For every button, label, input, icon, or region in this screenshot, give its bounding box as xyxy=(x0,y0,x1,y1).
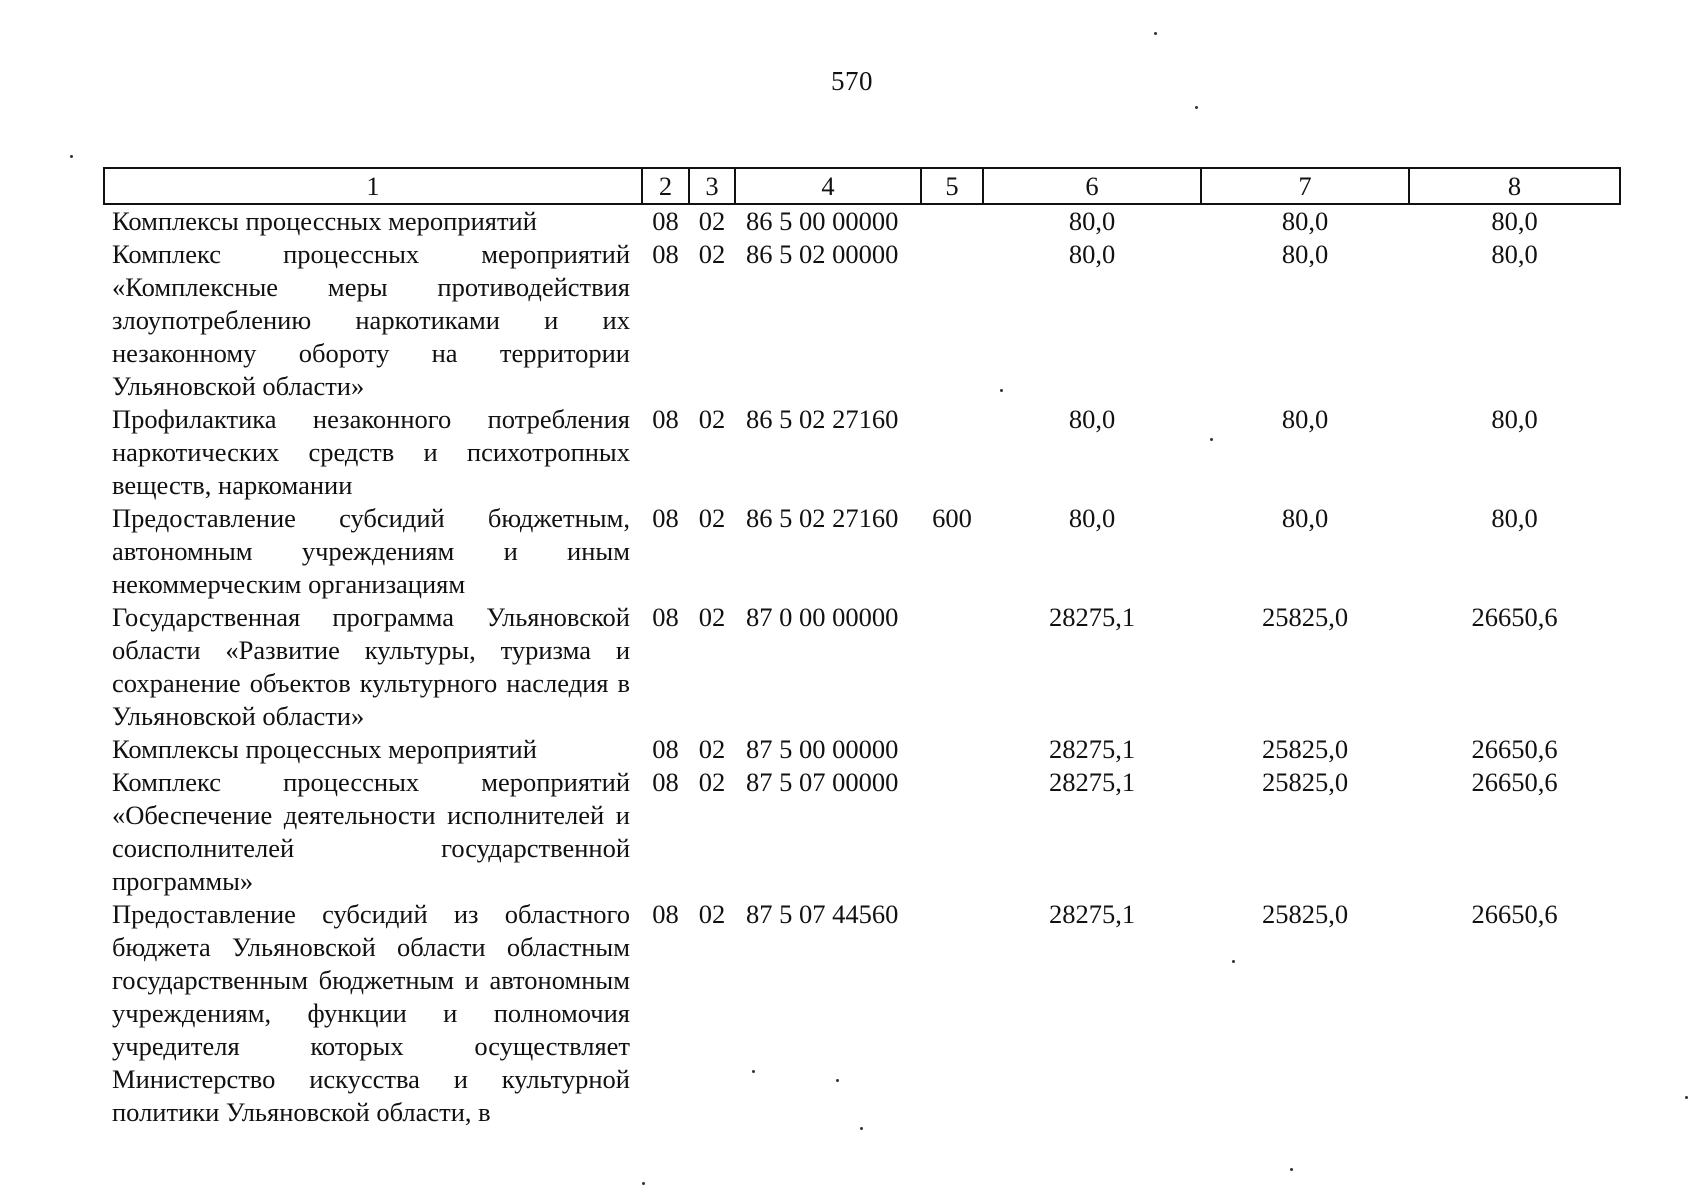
row-value-8: 26650,6 xyxy=(1471,899,1558,929)
row-subsection: 02 xyxy=(698,239,726,269)
table-row xyxy=(104,238,1620,403)
header-col-6: 6 xyxy=(983,168,1201,204)
row-name: Комплексы процессных мероприятий xyxy=(112,734,537,764)
row-subsection: 02 xyxy=(698,899,726,929)
row-target-code: 86 5 02 00000 xyxy=(746,239,899,269)
budget-table xyxy=(103,167,1621,1129)
row-section: 08 xyxy=(652,503,679,533)
header-col-3: 3 xyxy=(689,168,735,204)
row-target-code: 87 5 00 00000 xyxy=(746,734,899,764)
scan-speck xyxy=(752,1070,755,1073)
row-value-8: 80,0 xyxy=(1491,239,1538,269)
row-target-code: 87 5 07 00000 xyxy=(746,767,899,797)
row-value-6: 28275,1 xyxy=(1048,899,1136,929)
header-col-8: 8 xyxy=(1409,168,1620,204)
row-value-6: 28275,1 xyxy=(1048,602,1136,632)
row-target-code: 86 5 00 00000 xyxy=(746,206,899,236)
row-target-code: 86 5 02 27160 xyxy=(746,503,899,533)
row-name: Государственная программа Ульяновской области «Развитие культуры, туризма и сохранение объектов культурного наследия в Ульяновской области» xyxy=(112,602,630,731)
row-section: 08 xyxy=(652,767,679,797)
row-expense-type xyxy=(921,204,983,238)
row-value-7: 25825,0 xyxy=(1261,734,1349,764)
row-value-8: 80,0 xyxy=(1491,503,1538,533)
row-subsection: 02 xyxy=(698,734,726,764)
row-value-7: 80,0 xyxy=(1281,239,1329,269)
row-name: Профилактика незаконного потребления наркотических средств и психотропных веществ, наркомании xyxy=(112,404,630,500)
row-section: 08 xyxy=(652,239,679,269)
scan-speck xyxy=(836,1079,839,1082)
row-value-8: 26650,6 xyxy=(1471,767,1558,797)
header-col-7: 7 xyxy=(1201,168,1409,204)
row-target-code: 86 5 02 27160 xyxy=(746,404,899,434)
scan-speck xyxy=(1232,960,1235,963)
row-subsection: 02 xyxy=(698,602,726,632)
row-value-6: 80,0 xyxy=(1068,503,1116,533)
row-name: Комплексы процессных мероприятий xyxy=(112,206,537,236)
row-target-code: 87 0 00 00000 xyxy=(746,602,899,632)
row-subsection: 02 xyxy=(698,503,726,533)
row-expense-type xyxy=(921,766,983,898)
header-col-4: 4 xyxy=(735,168,921,204)
table-row xyxy=(104,403,1620,502)
row-value-6: 28275,1 xyxy=(1048,734,1136,764)
scan-speck xyxy=(860,1127,863,1130)
row-name: Комплекс процессных мероприятий «Комплексные меры противодействия злоупотреблению наркотиками и их незаконному обороту на территории Ульяновской области» xyxy=(112,239,630,401)
table-row xyxy=(104,204,1620,238)
row-expense-type xyxy=(921,733,983,766)
row-name: Комплекс процессных мероприятий «Обеспечение деятельности исполнителей и соисполнителей государственной программы» xyxy=(112,767,630,896)
row-expense-type: 600 xyxy=(932,503,972,533)
row-section: 08 xyxy=(652,899,679,929)
table-row xyxy=(104,898,1620,1129)
scan-speck xyxy=(70,155,73,158)
row-value-7: 25825,0 xyxy=(1261,602,1349,632)
scan-speck xyxy=(1210,438,1213,441)
row-value-8: 26650,6 xyxy=(1471,602,1558,632)
row-value-7: 80,0 xyxy=(1281,206,1329,236)
table-row xyxy=(104,502,1620,601)
row-subsection: 02 xyxy=(698,404,726,434)
row-target-code: 87 5 07 44560 xyxy=(746,899,899,929)
row-subsection: 02 xyxy=(698,206,726,236)
header-col-1: 1 xyxy=(104,168,642,204)
row-name: Предоставление субсидий бюджетным, автономным учреждениям и иным некоммерческим организациям xyxy=(112,503,630,599)
header-col-5: 5 xyxy=(921,168,983,204)
row-value-8: 80,0 xyxy=(1491,206,1538,236)
row-subsection: 02 xyxy=(698,767,726,797)
row-expense-type xyxy=(921,898,983,1129)
row-value-6: 80,0 xyxy=(1068,206,1116,236)
row-value-7: 25825,0 xyxy=(1261,899,1349,929)
row-value-7: 80,0 xyxy=(1281,404,1329,434)
row-expense-type xyxy=(921,238,983,403)
row-expense-type xyxy=(921,403,983,502)
row-value-6: 28275,1 xyxy=(1048,767,1136,797)
row-section: 08 xyxy=(652,602,679,632)
row-name: Предоставление субсидий из областного бюджета Ульяновской области областным государственным бюджетным и автономным учреждениям, функции и полномочия учредителя которых осуществляет Министерство искусства и культурной политики Ульяновской области, в xyxy=(112,899,630,1127)
page-number: 570 xyxy=(831,66,873,96)
table-row xyxy=(104,601,1620,733)
row-value-8: 26650,6 xyxy=(1471,734,1558,764)
scan-speck xyxy=(1154,32,1157,35)
scan-speck xyxy=(1195,106,1198,109)
header-col-2: 2 xyxy=(642,168,689,204)
table-row xyxy=(104,733,1620,766)
row-value-6: 80,0 xyxy=(1068,239,1116,269)
scan-speck xyxy=(1000,389,1003,392)
row-section: 08 xyxy=(652,404,679,434)
scan-speck xyxy=(1685,1096,1688,1099)
row-section: 08 xyxy=(652,734,679,764)
row-value-8: 80,0 xyxy=(1491,404,1538,434)
scan-speck xyxy=(1290,1168,1293,1171)
table-header-row xyxy=(104,168,1620,204)
table-row xyxy=(104,766,1620,898)
row-expense-type xyxy=(921,601,983,733)
row-section: 08 xyxy=(652,206,679,236)
row-value-7: 80,0 xyxy=(1281,503,1329,533)
scan-speck xyxy=(642,1182,645,1185)
row-value-6: 80,0 xyxy=(1068,404,1116,434)
row-value-7: 25825,0 xyxy=(1261,767,1349,797)
